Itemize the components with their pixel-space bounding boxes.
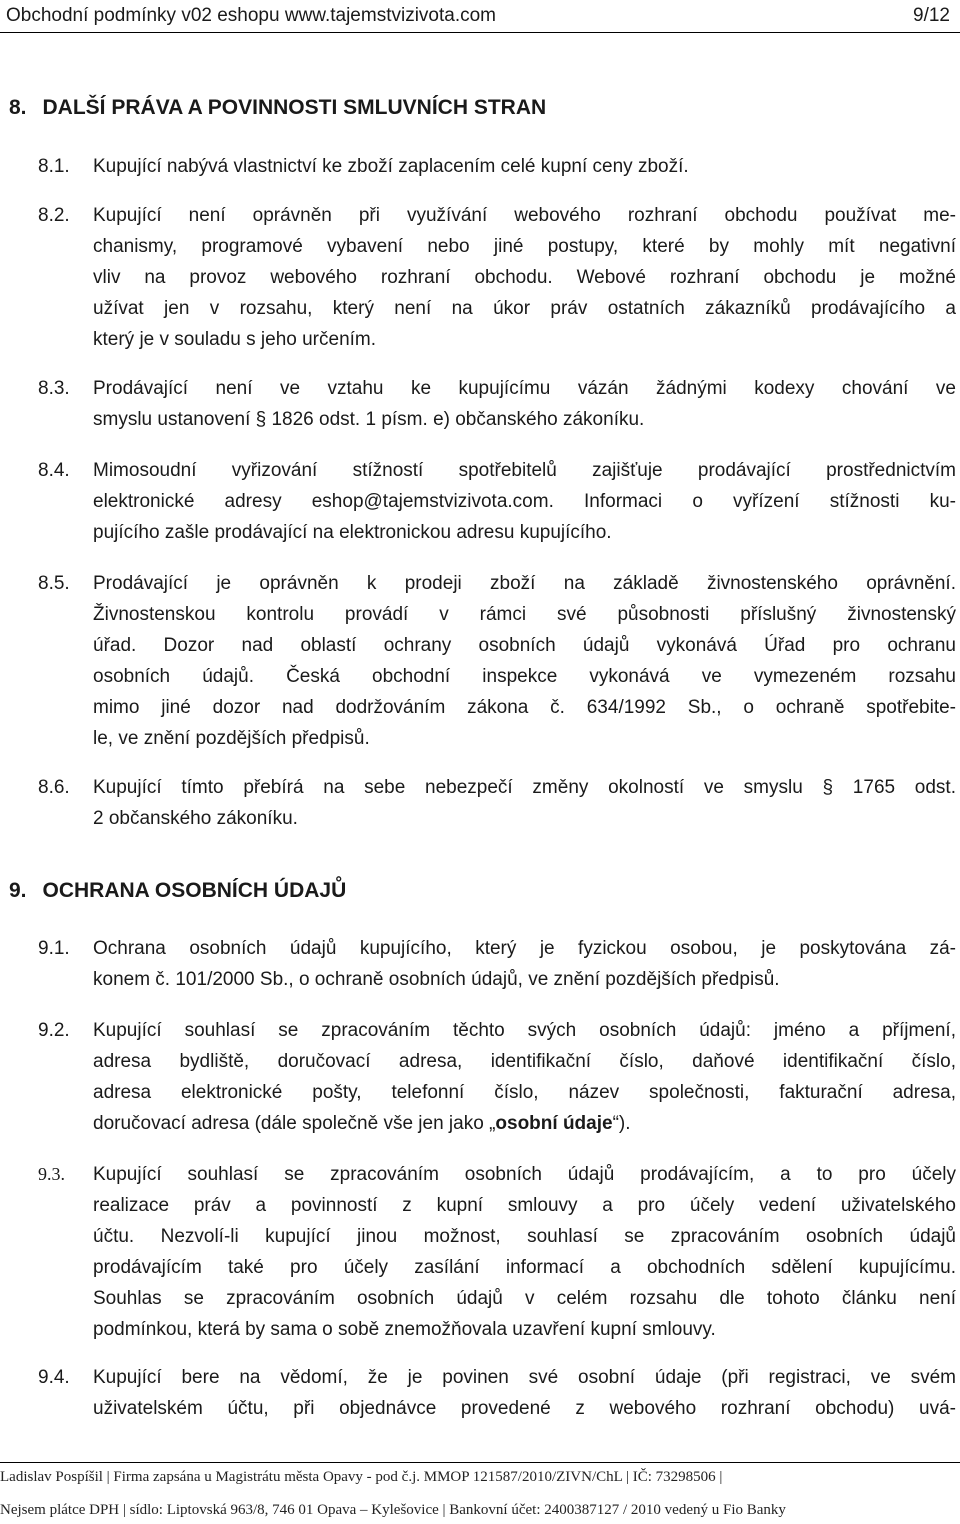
paragraph-line: realizace práv a povinností z kupní smlouvy a pro účely vedení uživatelského <box>93 1195 956 1216</box>
paragraph-line: Živnostenskou kontrolu provádí v rámci své působnosti příslušný živnostenský <box>93 604 956 625</box>
paragraph-9-1 <box>38 933 956 995</box>
paragraph-8-2 <box>38 200 956 355</box>
defined-term: osobní údaje <box>495 1113 613 1134</box>
footer-rule <box>0 1462 960 1463</box>
paragraph-line: Kupující souhlasí se zpracováním těchto svých osobních údajů: jméno a příjmení, <box>93 1020 956 1041</box>
paragraph-8-3 <box>38 373 956 435</box>
paragraph-line: adresa elektronické pošty, telefonní číslo, název společnosti, fakturační adresa, <box>93 1082 956 1103</box>
paragraph-line: mimo jiné dozor nad dodržováním zákona č. 634/1992 Sb., o ochraně spotřebite- <box>93 697 956 718</box>
paragraph-9-2 <box>38 1015 956 1139</box>
footer-company-line: Ladislav Pospíšil | Firma zapsána u Magistrátu města Opavy - pod č.j. MMOP 121587/2010/ZIVN/ChL | IČ: 73298506 | <box>0 1469 723 1485</box>
page-header <box>6 0 950 32</box>
page-number: 9/12 <box>913 5 950 26</box>
paragraph-number: 9.4. <box>38 1367 70 1388</box>
paragraph-8-1 <box>38 151 956 182</box>
paragraph-line: Ochrana osobních údajů kupujícího, který je fyzickou osobou, je poskytována zá- <box>93 938 956 959</box>
paragraph-text: “). <box>612 1113 631 1134</box>
paragraph-line: Prodávající je oprávněn k prodeji zboží na základě živnostenského oprávnění. <box>93 573 956 594</box>
paragraph-line: který je v souladu s jeho určením. <box>93 329 377 350</box>
paragraph-line: smyslu ustanovení § 1826 odst. 1 písm. e) občanského zákoníku. <box>93 409 645 430</box>
paragraph-line: le, ve znění pozdějších předpisů. <box>93 728 370 749</box>
paragraph-line: Kupující souhlasí se zpracováním osobních údajů prodávajícím, a to pro účely <box>93 1164 956 1185</box>
paragraph-line: osobních údajů. Česká obchodní inspekce vykonává ve vymezeném rozsahu <box>93 666 956 687</box>
section-9-heading <box>9 879 346 903</box>
paragraph-9-4 <box>38 1362 956 1424</box>
paragraph-line: 2 občanského zákoníku. <box>93 808 298 829</box>
paragraph-line <box>93 1108 956 1139</box>
paragraph-8-5 <box>38 568 956 754</box>
footer-bank-line: Nejsem plátce DPH | sídlo: Liptovská 963/8, 746 01 Opava – Kylešovice | Bankovní účet: 2400387127 / 2010 vedený u Fio Banky <box>0 1502 786 1518</box>
paragraph-line: elektronické adresy eshop@tajemstvizivota.com. Informaci o vyřízení stížnosti ku- <box>93 491 956 512</box>
paragraph-line: úřad. Dozor nad oblastí ochrany osobních údajů vykonává Úřad pro ochranu <box>93 635 956 656</box>
paragraph-number: 9.3. <box>38 1164 65 1184</box>
paragraph-number: 8.2. <box>38 205 70 226</box>
section-title: DALŠÍ PRÁVA A POVINNOSTI SMLUVNÍCH STRAN <box>42 96 547 119</box>
paragraph-number: 8.1. <box>38 156 70 177</box>
section-number: 9. <box>9 879 27 902</box>
paragraph-line: Kupující bere na vědomí, že je povinen své osobní údaje (při registraci, ve svém <box>93 1367 956 1388</box>
section-title: OCHRANA OSOBNÍCH ÚDAJŮ <box>42 879 347 902</box>
paragraph-number: 8.4. <box>38 460 70 481</box>
paragraph-line: Prodávající není ve vztahu ke kupujícímu vázán žádnými kodexy chování ve <box>93 378 956 399</box>
paragraph-number: 8.6. <box>38 777 70 798</box>
paragraph-line: pujícího zašle prodávající na elektronickou adresu kupujícího. <box>93 522 612 543</box>
paragraph-line: konem č. 101/2000 Sb., o ochraně osobních údajů, ve znění pozdějších předpisů. <box>93 969 780 990</box>
paragraph-line: účtu. Nezvolí-li kupující jinou možnost, souhlasí se zpracováním osobních údajů <box>93 1226 956 1247</box>
paragraph-number: 8.3. <box>38 378 70 399</box>
paragraph-line: Mimosoudní vyřizování stížností spotřebitelů zajišťuje prodávající prostřednictvím <box>93 460 956 481</box>
paragraph-line: chanismy, programové vybavení nebo jiné postupy, které by mohly mít negativní <box>93 236 956 257</box>
paragraph-line: podmínkou, která by sama o sobě znemožňovala uzavření kupní smlouvy. <box>93 1319 716 1340</box>
header-rule <box>0 32 960 33</box>
paragraph-line: Kupující není oprávněn při využívání webového rozhraní obchodu používat me- <box>93 205 956 226</box>
paragraph-line: uživatelském účtu, při objednávce provedené z webového rozhraní obchodu) uvá- <box>93 1398 956 1419</box>
paragraph-line: Souhlas se zpracováním osobních údajů v celém rozsahu dle tohoto článku není <box>93 1288 956 1309</box>
paragraph-8-4 <box>38 455 956 548</box>
paragraph-line: Kupující nabývá vlastnictví ke zboží zaplacením celé kupní ceny zboží. <box>93 156 689 177</box>
section-number: 8. <box>9 96 27 119</box>
paragraph-line: Kupující tímto přebírá na sebe nebezpečí změny okolností ve smyslu § 1765 odst. <box>93 777 956 798</box>
paragraph-line: adresa bydliště, doručovací adresa, identifikační číslo, daňové identifikační číslo, <box>93 1051 956 1072</box>
header-title: Obchodní podmínky v02 eshopu www.tajemstvizivota.com <box>6 5 497 26</box>
paragraph-number: 8.5. <box>38 573 70 594</box>
paragraph-line: užívat jen v rozsahu, který není na úkor práv ostatních zákazníků prodávajícího a <box>93 298 956 319</box>
section-8-heading <box>9 96 546 120</box>
paragraph-8-6 <box>38 772 956 834</box>
paragraph-9-3 <box>38 1159 956 1345</box>
paragraph-number: 9.2. <box>38 1020 70 1041</box>
paragraph-line: vliv na provoz webového rozhraní obchodu. Webové rozhraní obchodu je možné <box>93 267 956 288</box>
paragraph-line: prodávajícím také pro účely zasílání informací a obchodních sdělení kupujícímu. <box>93 1257 956 1278</box>
paragraph-number: 9.1. <box>38 938 70 959</box>
paragraph-text: doručovací adresa (dále společně vše jen jako „ <box>93 1113 496 1134</box>
